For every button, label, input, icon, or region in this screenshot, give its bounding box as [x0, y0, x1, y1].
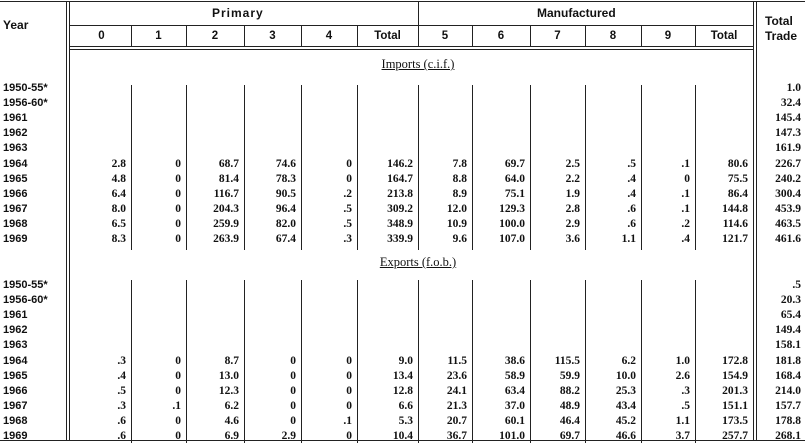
table-cell: 45.2	[615, 414, 636, 427]
column-header-0: 0	[98, 30, 105, 42]
table-cell: 0	[290, 414, 296, 427]
table-cell: 2.2	[565, 172, 580, 185]
total-trade-cell: 453.9	[775, 202, 801, 215]
row-year: 1967	[3, 399, 28, 412]
column-header-3: 3	[269, 30, 276, 42]
table-cell: .5	[117, 384, 126, 397]
section-title: Imports (c.i.f.)	[381, 57, 455, 71]
table-cell: 3.7	[675, 430, 690, 442]
table-cell: .5	[343, 202, 352, 215]
top-rule	[0, 1, 805, 2]
table-cell: 75.1	[504, 187, 525, 200]
row-year: 1967	[3, 202, 28, 215]
total-trade-cell: 149.4	[775, 324, 801, 337]
table-cell: 0	[290, 384, 296, 397]
total-trade-divider	[753, 1, 754, 440]
table-cell: .2	[681, 217, 690, 230]
row-year: 1968	[3, 217, 28, 230]
table-cell: 0	[346, 172, 352, 185]
table-cell: 259.9	[213, 217, 239, 230]
row-year: 1966	[3, 384, 28, 397]
table-cell: 9.0	[398, 354, 413, 367]
table-cell: .6	[627, 217, 636, 230]
table-cell: 13.0	[218, 369, 239, 382]
table-cell: 2.5	[565, 157, 580, 170]
table-cell: .4	[627, 187, 636, 200]
column-header-rule-2	[69, 49, 753, 50]
table-cell: 8.9	[452, 187, 467, 200]
total-trade-cell: 157.7	[775, 399, 801, 412]
column-header-rule	[69, 46, 753, 47]
table-cell: 46.4	[559, 414, 580, 427]
row-year: 1956-60*	[3, 294, 48, 307]
table-cell: 8.3	[111, 233, 126, 245]
table-cell: 2.8	[111, 157, 126, 170]
table-cell: 0	[175, 172, 181, 185]
group-header-rule	[69, 25, 753, 26]
table-cell: 12.0	[446, 202, 467, 215]
table-cell: 78.3	[275, 172, 296, 185]
table-cell: 129.3	[499, 202, 525, 215]
table-cell: 0	[175, 414, 181, 427]
row-year: 1965	[3, 369, 28, 382]
total-trade-cell: 181.8	[775, 354, 801, 367]
table-cell: 4.8	[111, 172, 126, 185]
table-cell: .1	[343, 414, 352, 427]
table-cell: 0	[175, 157, 181, 170]
table-cell: 2.6	[675, 369, 690, 382]
table-cell: 0	[175, 217, 181, 230]
total-trade-cell: 300.4	[775, 187, 801, 200]
table-cell: 164.7	[387, 172, 413, 185]
row-year: 1966	[3, 187, 28, 200]
year-divider-2	[69, 1, 70, 440]
table-cell: 2.9	[281, 430, 296, 442]
table-cell: 21.3	[446, 399, 467, 412]
total-trade-cell: 32.4	[780, 97, 801, 110]
row-year: 1969	[3, 233, 28, 245]
table-cell: .5	[627, 157, 636, 170]
table-cell: 100.0	[499, 217, 525, 230]
table-cell: 69.7	[504, 157, 525, 170]
table-cell: 172.8	[722, 354, 748, 367]
row-year: 1950-55*	[3, 279, 48, 291]
total-trade-cell: 1.0	[786, 82, 801, 94]
table-cell: 96.4	[275, 202, 296, 215]
table-cell: 173.5	[722, 414, 748, 427]
total-trade-cell: 168.4	[775, 369, 801, 382]
row-year: 1969	[3, 430, 28, 442]
table-cell: 0	[175, 430, 181, 442]
column-header-10: 9	[664, 30, 672, 42]
table-cell: .4	[681, 233, 690, 245]
table-cell: 257.7	[722, 430, 748, 442]
table-cell: 0	[290, 354, 296, 367]
table-cell: 0	[346, 399, 352, 412]
row-year: 1961	[3, 112, 28, 125]
table-cell: 81.4	[218, 172, 239, 185]
table-cell: .5	[681, 399, 690, 412]
table-cell: .3	[681, 384, 690, 397]
table-cell: 90.5	[275, 187, 296, 200]
row-year: 1963	[3, 339, 28, 352]
table-cell: 10.9	[446, 217, 467, 230]
table-cell: 6.2	[621, 354, 636, 367]
table-cell: 68.7	[218, 157, 239, 170]
row-year: 1962	[3, 324, 28, 337]
total-trade-cell: 20.3	[780, 294, 801, 307]
table-cell: 82.0	[275, 217, 296, 230]
table-cell: 146.2	[387, 157, 413, 170]
table-cell: 6.4	[111, 187, 126, 200]
table-cell: 1.1	[621, 233, 636, 245]
table-cell: .6	[627, 202, 636, 215]
table-cell: 8.7	[224, 354, 239, 367]
row-year: 1965	[3, 172, 28, 185]
table-cell: 0	[175, 384, 181, 397]
table-cell: 154.9	[722, 369, 748, 382]
table-cell: 0	[175, 187, 181, 200]
row-year: 1963	[3, 142, 28, 155]
table-cell: 0	[346, 354, 352, 367]
table-cell: 339.9	[387, 233, 413, 245]
table-cell: .1	[681, 157, 690, 170]
table-cell: 0	[175, 233, 181, 245]
table-cell: 64.0	[504, 172, 525, 185]
total-trade-cell: 65.4	[780, 309, 801, 322]
table-cell: 20.7	[446, 414, 467, 427]
table-cell: 59.9	[559, 369, 580, 382]
total-trade-cell: 161.9	[775, 142, 801, 155]
row-year: 1962	[3, 127, 28, 140]
table-cell: .6	[117, 414, 126, 427]
table-cell: 1.1	[675, 414, 690, 427]
table-cell: 86.4	[727, 187, 748, 200]
table-cell: 3.6	[565, 233, 580, 245]
total-trade-cell: 226.7	[775, 157, 801, 170]
table-cell: .3	[343, 233, 352, 245]
total-trade-cell: 463.5	[775, 217, 801, 230]
table-cell: 0	[290, 399, 296, 412]
total-trade-cell: 178.8	[775, 414, 801, 427]
table-cell: .6	[117, 430, 126, 442]
table-cell: .1	[681, 187, 690, 200]
row-year: 1956-60*	[3, 97, 48, 110]
section-title: Exports (f.o.b.)	[379, 255, 457, 269]
row-year: 1968	[3, 414, 28, 427]
total-trade-cell: 240.2	[775, 172, 801, 185]
table-cell: 58.9	[504, 369, 525, 382]
table-cell: .1	[172, 399, 181, 412]
table-cell: 23.6	[446, 369, 467, 382]
total-trade-cell: 214.0	[775, 384, 801, 397]
table-cell: 38.6	[504, 354, 525, 367]
column-header-9: 8	[609, 30, 617, 42]
table-cell: 9.6	[452, 233, 467, 245]
table-cell: 144.8	[722, 202, 748, 215]
table-cell: .5	[343, 217, 352, 230]
primary-group-header: Primary	[212, 6, 264, 20]
total-trade-cell: .5	[792, 279, 801, 291]
table-cell: 8.0	[111, 202, 126, 215]
total-trade-cell: 268.1	[775, 430, 801, 442]
table-cell: 75.5	[727, 172, 748, 185]
table-cell: 7.8	[452, 157, 467, 170]
table-cell: 309.2	[387, 202, 413, 215]
table-cell: 48.9	[559, 399, 580, 412]
column-header-5: Total	[374, 30, 401, 42]
table-cell: 121.7	[722, 233, 748, 245]
total-trade-cell: 461.6	[775, 233, 801, 245]
table-cell: 0	[290, 369, 296, 382]
column-header-4: 4	[325, 30, 333, 42]
column-header-6: 5	[441, 30, 449, 42]
table-cell: 10.4	[392, 430, 413, 442]
table-cell: 36.7	[446, 430, 467, 442]
table-cell: 12.3	[218, 384, 239, 397]
table-cell: 8.8	[452, 172, 467, 185]
table-cell: .4	[117, 369, 126, 382]
table-cell: 46.6	[615, 430, 636, 442]
table-cell: 13.4	[392, 369, 413, 382]
table-cell: 348.9	[387, 217, 413, 230]
table-cell: 0	[175, 202, 181, 215]
total-trade-cell: 145.4	[775, 112, 801, 125]
table-cell: 114.6	[722, 217, 748, 230]
row-year: 1964	[3, 354, 28, 367]
table-cell: 43.4	[615, 399, 636, 412]
table-cell: 115.5	[554, 354, 580, 367]
table-cell: 101.0	[499, 430, 525, 442]
total-trade-header-line2: Trade	[765, 29, 798, 43]
table-cell: 37.0	[504, 399, 525, 412]
table-cell: 1.9	[565, 187, 580, 200]
table-cell: 2.8	[565, 202, 580, 215]
table-cell: 4.6	[224, 414, 239, 427]
column-header-2: 2	[211, 30, 219, 42]
table-cell: 1.0	[675, 354, 690, 367]
table-cell: .3	[117, 354, 126, 367]
table-cell: 6.9	[224, 430, 239, 442]
column-header-1: 1	[155, 30, 162, 42]
table-cell: 12.8	[392, 384, 413, 397]
table-cell: 0	[346, 384, 352, 397]
column-header-11: Total	[710, 30, 738, 42]
total-trade-cell: 147.3	[775, 127, 801, 140]
table-cell: 6.2	[224, 399, 239, 412]
year-header: Year	[3, 18, 29, 32]
total-trade-header-line1: Total	[765, 14, 793, 28]
table-cell: 0	[346, 430, 352, 442]
table-cell: 10.0	[615, 369, 636, 382]
table-cell: 63.4	[504, 384, 525, 397]
table-cell: 0	[346, 157, 352, 170]
manufactured-group-header: Manufactured	[537, 6, 616, 20]
table-cell: 151.1	[722, 399, 748, 412]
table-cell: 0	[175, 354, 181, 367]
table-cell: 263.9	[213, 233, 239, 245]
table-cell: 74.6	[275, 157, 296, 170]
table-cell: 213.8	[387, 187, 413, 200]
table-cell: 69.7	[559, 430, 580, 442]
table-cell: .2	[343, 187, 352, 200]
table-cell: .3	[117, 399, 126, 412]
table-cell: 116.7	[213, 187, 239, 200]
year-divider	[66, 1, 67, 440]
table-cell: 2.9	[565, 217, 580, 230]
table-cell: 67.4	[275, 233, 296, 245]
row-year: 1961	[3, 309, 28, 322]
table-cell: 0	[684, 172, 690, 185]
table-cell: 5.3	[398, 414, 413, 427]
table-cell: 107.0	[499, 233, 525, 245]
table-cell: 11.5	[447, 354, 467, 367]
table-cell: 6.6	[398, 399, 413, 412]
table-cell: 80.6	[727, 157, 748, 170]
table-cell: 0	[175, 369, 181, 382]
total-trade-cell: 158.1	[775, 339, 801, 352]
total-trade-divider-2	[756, 1, 757, 440]
table-cell: .1	[681, 202, 690, 215]
table-cell: 25.3	[615, 384, 636, 397]
table-cell: 0	[346, 369, 352, 382]
table-cell: 6.5	[111, 217, 126, 230]
row-year: 1964	[3, 157, 28, 170]
table-cell: 60.1	[504, 414, 525, 427]
table-cell: 204.3	[213, 202, 239, 215]
table-cell: 88.2	[559, 384, 580, 397]
column-header-7: 6	[497, 30, 505, 42]
column-header-8: 7	[554, 30, 561, 42]
table-cell: 201.3	[722, 384, 748, 397]
row-year: 1950-55*	[3, 82, 48, 94]
table-cell: .4	[627, 172, 636, 185]
table-cell: 24.1	[446, 384, 467, 397]
